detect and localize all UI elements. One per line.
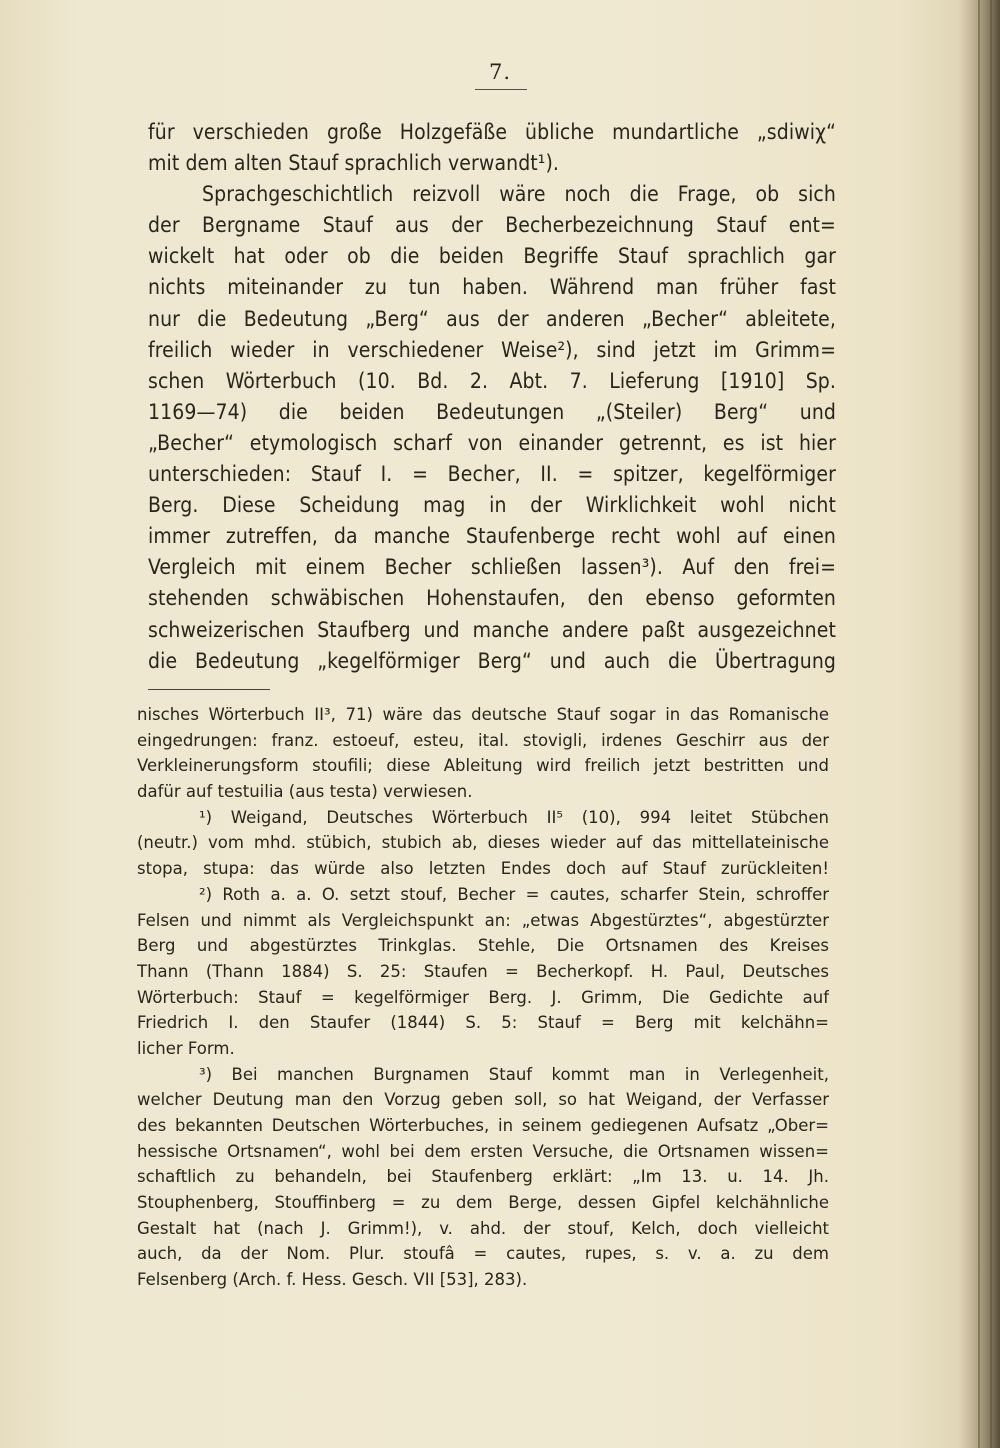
body-text: [148, 117, 836, 677]
body-line: freilich wieder in verschiedener Weise²), sind jetzt im Grimm=: [148, 337, 836, 362]
footnote-line: hessische Ortsnamen“, wohl bei dem ersten Versuche, die Ortsnamen wissen=: [137, 1141, 829, 1161]
footnote-3: ³) Bei manchen Burgnamen Stauf kommt man in Verlegenheit,: [199, 1064, 829, 1084]
footnote-line: welcher Deutung man den Vorzug geben soll, so hat Weigand, der Verfasser: [137, 1090, 829, 1110]
body-line: schen Wörterbuch (10. Bd. 2. Abt. 7. Lieferung [1910] Sp.: [148, 368, 836, 393]
body-line: stehenden schwäbischen Hohenstaufen, den ebenso geformten: [148, 586, 836, 611]
body-line: schweizerischen Staufberg und manche andere paßt ausgezeichnet: [148, 617, 836, 642]
footnote-line: dafür auf testuilia (aus testa) verwiesen.: [137, 782, 473, 802]
footnote-line: Gestalt hat (nach J. Grimm!), v. ahd. der stouf, Kelch, doch vielleicht: [137, 1218, 829, 1238]
body-line: immer zutreffen, da manche Staufenberge recht wohl auf einen: [148, 524, 836, 549]
body-line: für verschieden große Holzgefäße übliche mundartliche „sdiwiχ“: [148, 120, 836, 144]
body-line: Berg. Diese Scheidung mag in der Wirklichkeit wohl nicht: [148, 493, 836, 518]
body-line: nichts miteinander zu tun haben. Während man früher fast: [148, 275, 836, 300]
body-line: mit dem alten Stauf sprachlich verwandt¹).: [148, 151, 560, 176]
footnote-1: ¹) Weigand, Deutsches Wörterbuch II⁵ (10), 994 leitet Stübchen: [199, 807, 829, 827]
page-number-rule: [475, 89, 527, 90]
footnotes: [137, 702, 829, 1293]
body-line: unterschieden: Stauf I. = Becher, II. = spitzer, kegelförmiger: [148, 462, 836, 487]
footnote-line: des bekannten Deutschen Wörterbuches, in seinem gediegenen Aufsatz „Ober=: [137, 1116, 829, 1135]
body-line: die Bedeutung „kegelförmiger Berg“ und auch die Übertragung: [148, 648, 836, 673]
footnote-line: Felsen und nimmt als Vergleichspunkt an: „etwas Abgestürztes“, abgestürzter: [137, 910, 829, 930]
footnote-line: (neutr.) vom mhd. stübich, stubich ab, dieses wieder auf das mittellateinische: [137, 833, 829, 853]
footnote-line: Stouphenberg, Stouffinberg = zu dem Berge, dessen Gipfel kelchähnliche: [137, 1193, 829, 1213]
body-line: nur die Bedeutung „Berg“ aus der anderen „Becher“ ableitete,: [148, 306, 836, 331]
footnote-line: Wörterbuch: Stauf = kegelförmiger Berg. J. Grimm, Die Gedichte auf: [137, 987, 829, 1007]
body-line: 1169—74) die beiden Bedeutungen „(Steiler) Berg“ und: [148, 399, 836, 424]
footnote-line: Thann (Thann 1884) S. 25: Staufen = Becherkopf. H. Paul, Deutsches: [137, 961, 829, 981]
footnote-line: nisches Wörterbuch II³, 71) wäre das deutsche Stauf sogar in das Romanische: [137, 705, 829, 724]
footnote-line: auch, da der Nom. Plur. stoufâ = cautes, rupes, s. v. a. zu dem: [137, 1244, 829, 1264]
body-line: Vergleich mit einem Becher schließen lassen³). Auf den frei=: [148, 555, 836, 580]
footnote-line: Verkleinerungsform stoufili; diese Ableitung wird freilich jetzt bestritten und: [137, 756, 829, 776]
body-line: „Becher“ etymologisch scharf von einander getrennt, es ist hier: [148, 430, 836, 455]
footnote-line: Felsenberg (Arch. f. Hess. Gesch. VII [53], 283).: [137, 1270, 528, 1290]
footnote-line: Berg und abgestürztes Trinkglas. Stehle, Die Ortsnamen des Kreises: [137, 936, 829, 956]
footnote-line: schaftlich zu behandeln, bei Staufenberg erklärt: „Im 13. u. 14. Jh.: [137, 1167, 829, 1187]
page-edge-line: [978, 0, 980, 1448]
footnote-rule: [148, 689, 270, 690]
footnote-2: ²) Roth a. a. O. setzt stouf, Becher = cautes, scharfer Stein, schroffer: [199, 884, 829, 904]
footnote-line: licher Form.: [137, 1038, 235, 1058]
page-edge-line: [990, 0, 992, 1448]
body-line: wickelt hat oder ob die beiden Begriffe Stauf sprachlich gar: [148, 244, 836, 269]
body-line: Sprachgeschichtlich reizvoll wäre noch die Frage, ob sich: [202, 182, 836, 207]
page-number: 7.: [488, 60, 512, 84]
body-line: der Bergname Stauf aus der Becherbezeichnung Stauf ent=: [148, 213, 836, 238]
footnote-line: stopa, stupa: das würde also letzten Endes doch auf Stauf zurückleiten!: [137, 859, 829, 879]
footnote-line: eingedrungen: franz. estoeuf, esteu, ital. stovigli, irdenes Geschirr aus der: [137, 730, 829, 750]
footnote-line: Friedrich I. den Staufer (1844) S. 5: Stauf = Berg mit kelchähn=: [137, 1013, 829, 1033]
